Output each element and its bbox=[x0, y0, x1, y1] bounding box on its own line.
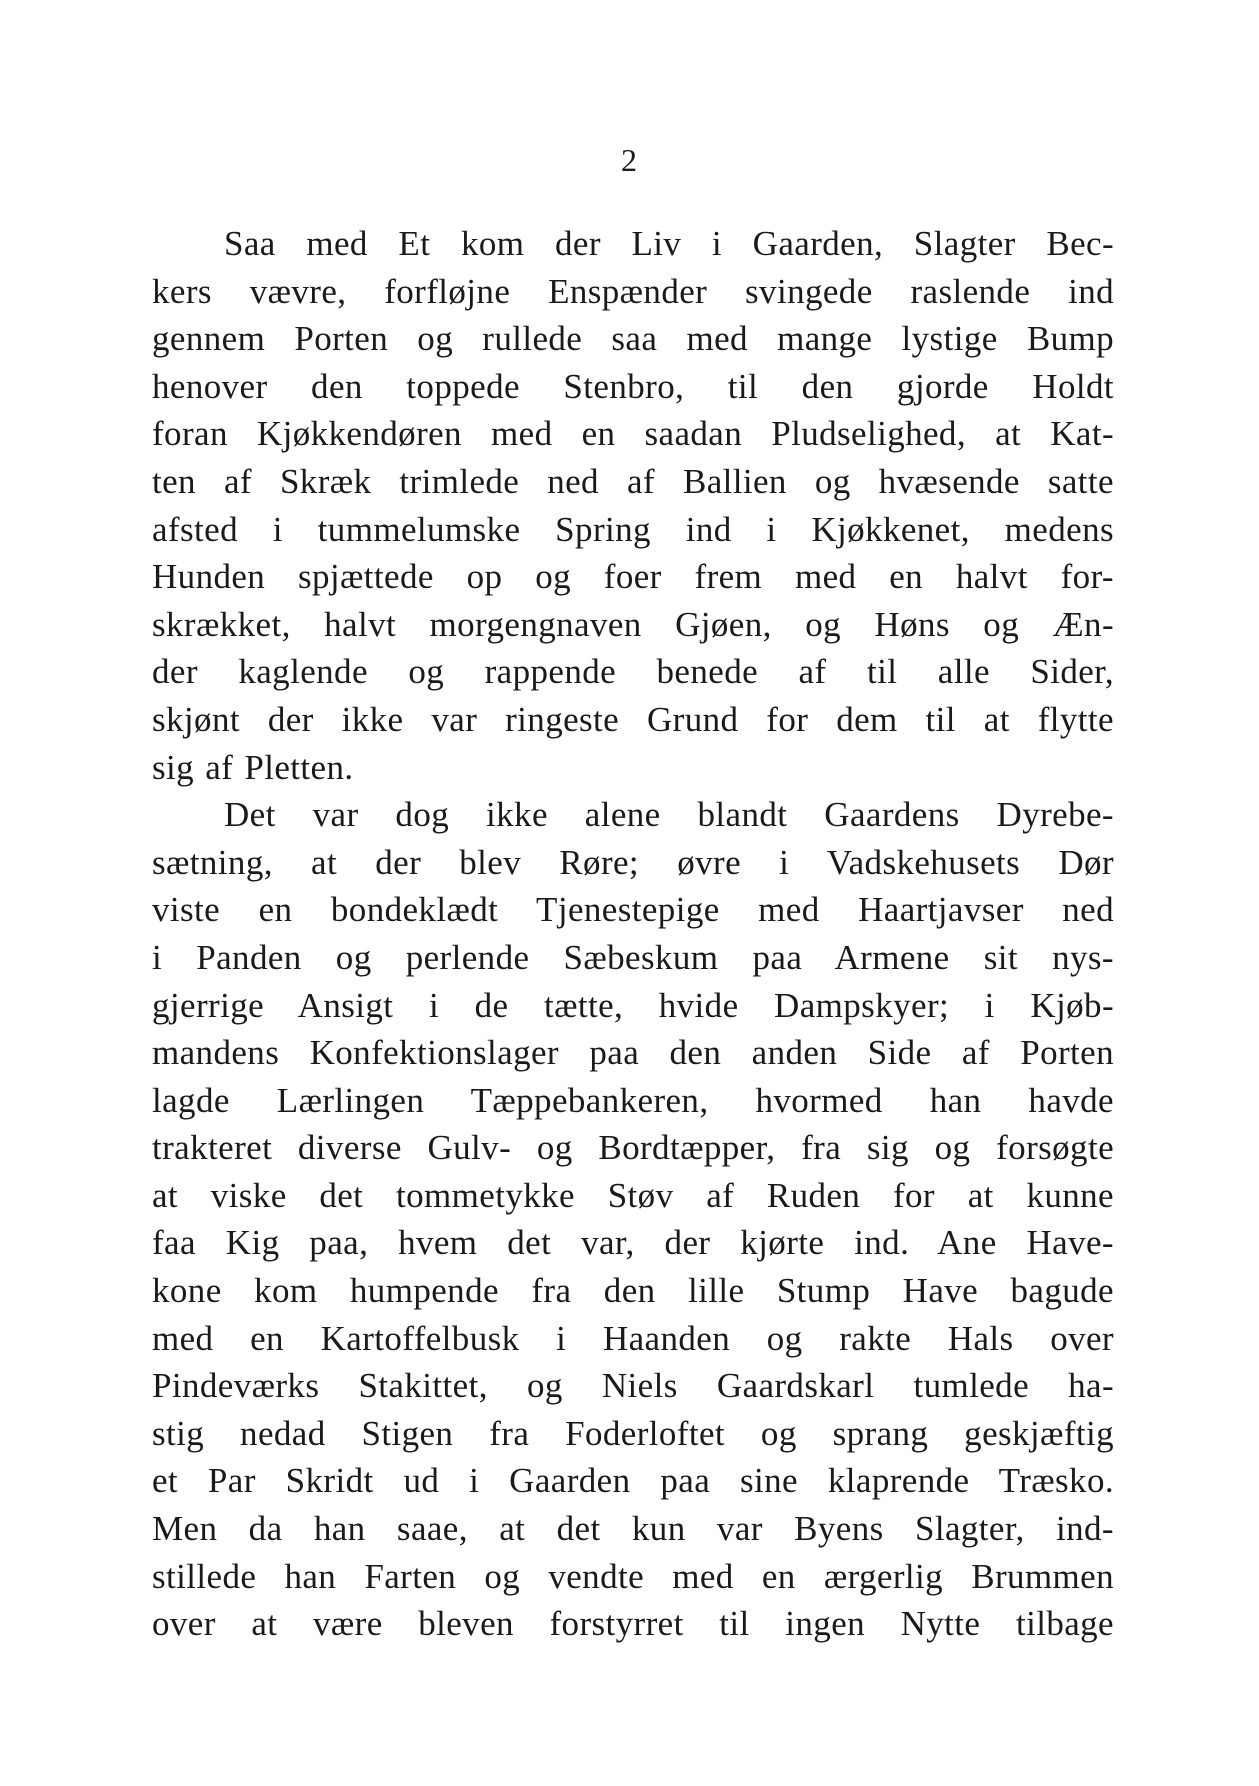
text-line: mandens Konfektionslager paa den anden Side af Porten bbox=[152, 1033, 1114, 1073]
text-line: lagde Lærlingen Tæppebankeren, hvormed han havde bbox=[152, 1080, 1114, 1120]
text-line: i Panden og perlende Sæbeskum paa Armene sit nys- bbox=[152, 937, 1114, 977]
text-line: gjerrige Ansigt i de tætte, hvide Dampskyer; i Kjøb- bbox=[152, 985, 1114, 1025]
text-line: stig nedad Stigen fra Foderloftet og sprang geskjæftig bbox=[152, 1413, 1114, 1453]
text-line: henover den toppede Stenbro, til den gjorde Holdt bbox=[152, 366, 1114, 406]
text-line: gennem Porten og rullede saa med mange lystige Bump bbox=[152, 319, 1114, 359]
text-line: et Par Skridt ud i Gaarden paa sine klaprende Træsko. bbox=[152, 1461, 1114, 1501]
text-line: ten af Skræk trimlede ned af Ballien og hvæsende satte bbox=[152, 461, 1114, 501]
text-line: sætning, at der blev Røre; øvre i Vadskehusets Dør bbox=[152, 842, 1114, 882]
text-line: Det var dog ikke alene blandt Gaardens Dyrebe- bbox=[224, 795, 1114, 835]
text-line: sig af Pletten. bbox=[152, 747, 354, 787]
text-line: Hunden spjættede op og foer frem med en halvt for- bbox=[152, 557, 1114, 597]
text-line: stillede han Farten og vendte med en ærgerlig Brummen bbox=[152, 1556, 1114, 1596]
text-line: foran Kjøkkendøren med en saadan Pludselighed, at Kat- bbox=[152, 414, 1114, 454]
body-text bbox=[152, 220, 1114, 1648]
text-line: viste en bondeklædt Tjenestepige med Haartjavser ned bbox=[152, 890, 1114, 930]
text-line: over at være bleven forstyrret til ingen Nytte tilbage bbox=[152, 1604, 1114, 1644]
text-line: kone kom humpende fra den lille Stump Have bagude bbox=[152, 1271, 1114, 1311]
text-line: med en Kartoffelbusk i Haanden og rakte Hals over bbox=[152, 1318, 1114, 1358]
text-line: Pindeværks Stakittet, og Niels Gaardskarl tumlede ha- bbox=[152, 1366, 1114, 1406]
text-line: der kaglende og rappende benede af til alle Sider, bbox=[152, 652, 1114, 692]
page-number: 2 bbox=[621, 142, 638, 178]
text-line: kers vævre, forfløjne Enspænder svingede raslende ind bbox=[152, 271, 1114, 311]
text-line: afsted i tummelumske Spring ind i Kjøkkenet, medens bbox=[152, 509, 1114, 549]
text-line: trakteret diverse Gulv- og Bordtæpper, fra sig og forsøgte bbox=[152, 1128, 1114, 1168]
text-line: skrækket, halvt morgengnaven Gjøen, og Høns og Æn- bbox=[152, 604, 1114, 644]
text-line: at viske det tommetykke Støv af Ruden for at kunne bbox=[152, 1175, 1114, 1215]
text-line: faa Kig paa, hvem det var, der kjørte ind. Ane Have- bbox=[152, 1223, 1114, 1263]
text-line: Saa med Et kom der Liv i Gaarden, Slagter Bec- bbox=[224, 224, 1114, 263]
text-line: Men da han saae, at det kun var Byens Slagter, ind- bbox=[152, 1509, 1114, 1549]
text-line: skjønt der ikke var ringeste Grund for dem til at flytte bbox=[152, 699, 1114, 739]
